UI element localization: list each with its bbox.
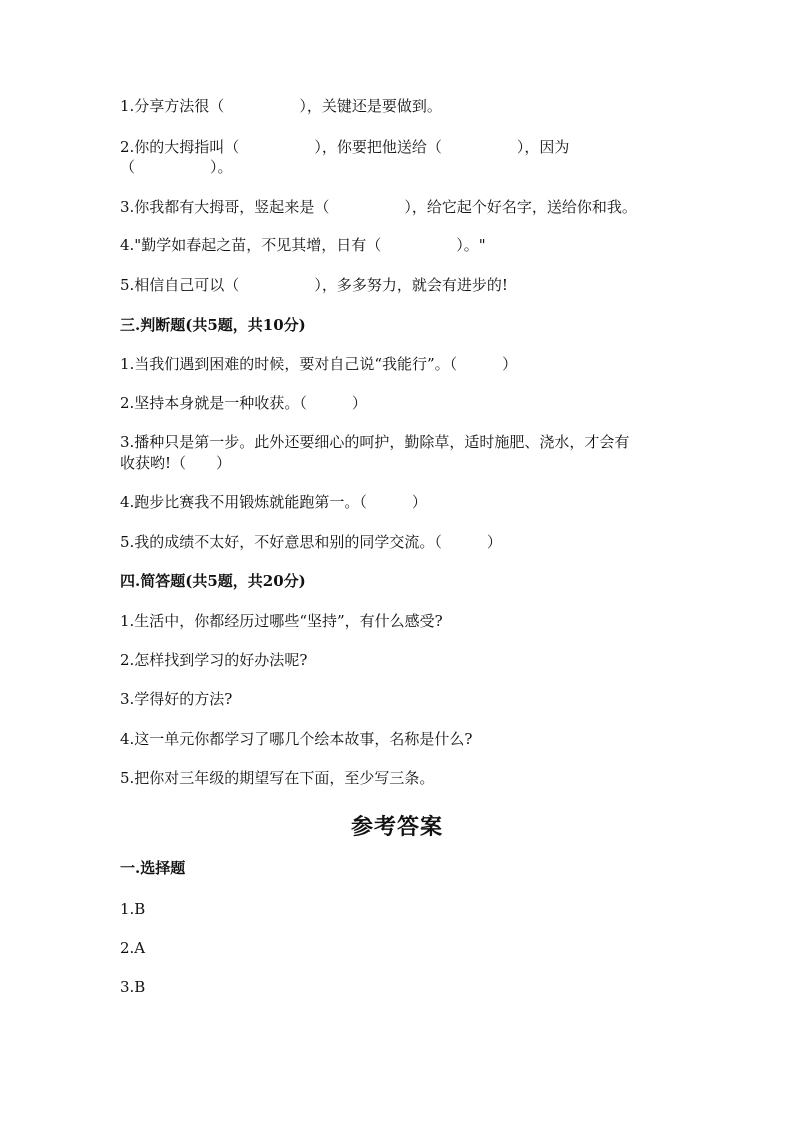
answers-section-heading: 一.选择题 [120,859,186,877]
short-answer-section-heading: 四.简答题(共5题，共20分) [120,572,306,590]
answer-item-1: 1.B [120,900,146,918]
judge-item-4: 4.跑步比赛我不用锻炼就能跑第一。（ ） [120,493,427,511]
fill-in-item-3: 3.你我都有大拇哥，竖起来是（ ），给它起个好名字，送给你和我。 [120,198,637,216]
short-answer-item-5: 5.把你对三年级的期望写在下面，至少写三条。 [120,769,435,787]
judge-item-1: 1.当我们遇到困难的时候，要对自己说“我能行”。（ ） [120,355,518,373]
judge-item-3-continued: 收获哟!（ ） [120,454,232,472]
judge-item-3: 3.播种只是第一步。此外还要细心的呵护，勤除草，适时施肥、浇水，才会有 [120,433,630,451]
answer-item-3: 3.B [120,978,146,996]
short-answer-item-1: 1.生活中，你都经历过哪些“坚持”，有什么感受? [120,612,443,630]
fill-in-item-2-continued: （ ）。 [120,158,233,176]
short-answer-item-4: 4.这一单元你都学习了哪几个绘本故事，名称是什么? [120,730,473,748]
short-answer-item-2: 2.怎样找到学习的好办法呢? [120,651,308,669]
judge-section-heading: 三.判断题(共5题，共10分) [120,316,306,334]
answer-item-2: 2.A [120,939,146,957]
fill-in-item-5: 5.相信自己可以（ ），多多努力，就会有进步的! [120,276,508,294]
fill-in-item-1: 1.分享方法很（ ），关键还是要做到。 [120,97,442,115]
short-answer-item-3: 3.学得好的方法? [120,690,233,708]
answers-title: 参考答案 [350,814,443,840]
fill-in-item-4: 4."勤学如春起之苗，不见其增，日有（ ）。" [120,236,486,254]
judge-item-5: 5.我的成绩不太好，不好意思和别的同学交流。（ ） [120,533,502,551]
judge-item-2: 2.坚持本身就是一种收获。（ ） [120,394,367,412]
fill-in-item-2: 2.你的大拇指叫（ ），你要把他送给（ ），因为 [120,138,570,156]
